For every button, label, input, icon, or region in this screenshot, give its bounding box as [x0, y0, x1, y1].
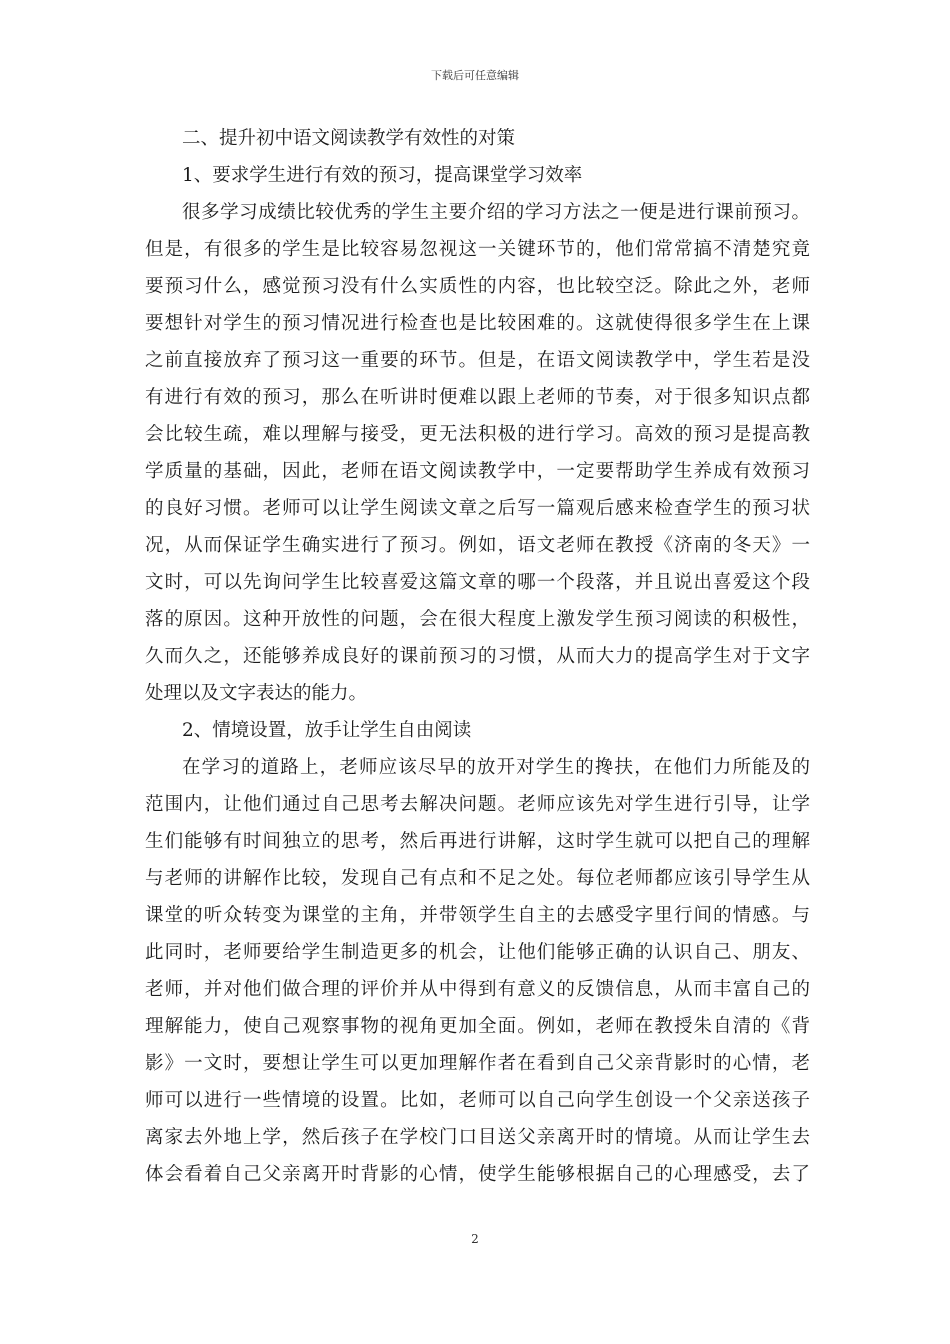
paragraph-line: 范围内，让他们通过自己思考去解决问题。老师应该先对学生进行引导，让学	[145, 794, 810, 815]
page-header: 下载后可任意编辑	[431, 69, 519, 82]
paragraph-line: 之前直接放弃了预习这一重要的环节。但是，在语文阅读教学中，学生若是没	[145, 350, 810, 371]
paragraph-line: 很多学习成绩比较优秀的学生主要介绍的学习方法之一便是进行课前预习。	[182, 202, 810, 223]
paragraph-line: 况，从而保证学生确实进行了预习。例如，语文老师在教授《济南的冬天》一	[145, 535, 810, 556]
page-number: 2	[471, 1232, 479, 1246]
paragraph-line: 在学习的道路上，老师应该尽早的放开对学生的搀扶，在他们力所能及的	[182, 757, 810, 778]
paragraph-line: 离家去外地上学，然后孩子在学校门口目送父亲离开时的情境。从而让学生去	[145, 1127, 810, 1148]
paragraph-line: 生们能够有时间独立的思考，然后再进行讲解，这时学生就可以把自己的理解	[145, 831, 810, 852]
paragraph-line: 但是，有很多的学生是比较容易忽视这一关键环节的，他们常常搞不清楚究竟	[145, 239, 810, 260]
paragraph-line: 理解能力，使自己观察事物的视角更加全面。例如，老师在教授朱自清的《背	[145, 1016, 810, 1037]
paragraph-line: 处理以及文字表达的能力。	[145, 683, 368, 704]
paragraph-line: 文时，可以先询问学生比较喜爱这篇文章的哪一个段落，并且说出喜爱这个段	[145, 572, 810, 593]
paragraph-line: 落的原因。这种开放性的问题，会在很大程度上激发学生预习阅读的积极性，	[145, 609, 810, 630]
paragraph-line: 与老师的讲解作比较，发现自己有点和不足之处。每位老师都应该引导学生从	[145, 868, 810, 889]
paragraph-line: 老师，并对他们做合理的评价并从中得到有意义的反馈信息，从而丰富自己的	[145, 979, 810, 1000]
paragraph-line: 此同时，老师要给学生制造更多的机会，让他们能够正确的认识自己、朋友、	[145, 942, 810, 963]
paragraph-line: 师可以进行一些情境的设置。比如，老师可以自己向学生创设一个父亲送孩子	[145, 1090, 810, 1111]
paragraph-line: 要预习什么，感觉预习没有什么实质性的内容，也比较空泛。除此之外，老师	[145, 276, 810, 297]
paragraph-line: 久而久之，还能够养成良好的课前预习的习惯，从而大力的提高学生对于文字	[145, 646, 810, 667]
paragraph-1	[145, 194, 810, 712]
document-body	[145, 120, 810, 1193]
paragraph-line: 课堂的听众转变为课堂的主角，并带领学生自主的去感受字里行间的情感。与	[145, 905, 810, 926]
paragraph-line: 要想针对学生的预习情况进行检查也是比较困难的。这就使得很多学生在上课	[145, 313, 810, 334]
paragraph-line: 影》一文时，要想让学生可以更加理解作者在看到自己父亲背影时的心情，老	[145, 1053, 810, 1074]
paragraph-line: 体会看着自己父亲离开时背影的心情，使学生能够根据自己的心理感受，去了	[145, 1164, 810, 1185]
paragraph-line: 学质量的基础，因此，老师在语文阅读教学中，一定要帮助学生养成有效预习	[145, 461, 810, 482]
paragraph-2	[145, 749, 810, 1193]
subsection-heading-2: 2、情境设置，放手让学生自由阅读	[182, 720, 472, 741]
subsection-heading-1: 1、要求学生进行有效的预习，提高课堂学习效率	[182, 165, 583, 186]
paragraph-line: 会比较生疏，难以理解与接受，更无法积极的进行学习。高效的预习是提高教	[145, 424, 810, 445]
section-heading: 二、提升初中语文阅读教学有效性的对策	[182, 128, 516, 149]
paragraph-line: 有进行有效的预习，那么在听讲时便难以跟上老师的节奏，对于很多知识点都	[145, 387, 810, 408]
paragraph-line: 的良好习惯。老师可以让学生阅读文章之后写一篇观后感来检查学生的预习状	[145, 498, 810, 519]
